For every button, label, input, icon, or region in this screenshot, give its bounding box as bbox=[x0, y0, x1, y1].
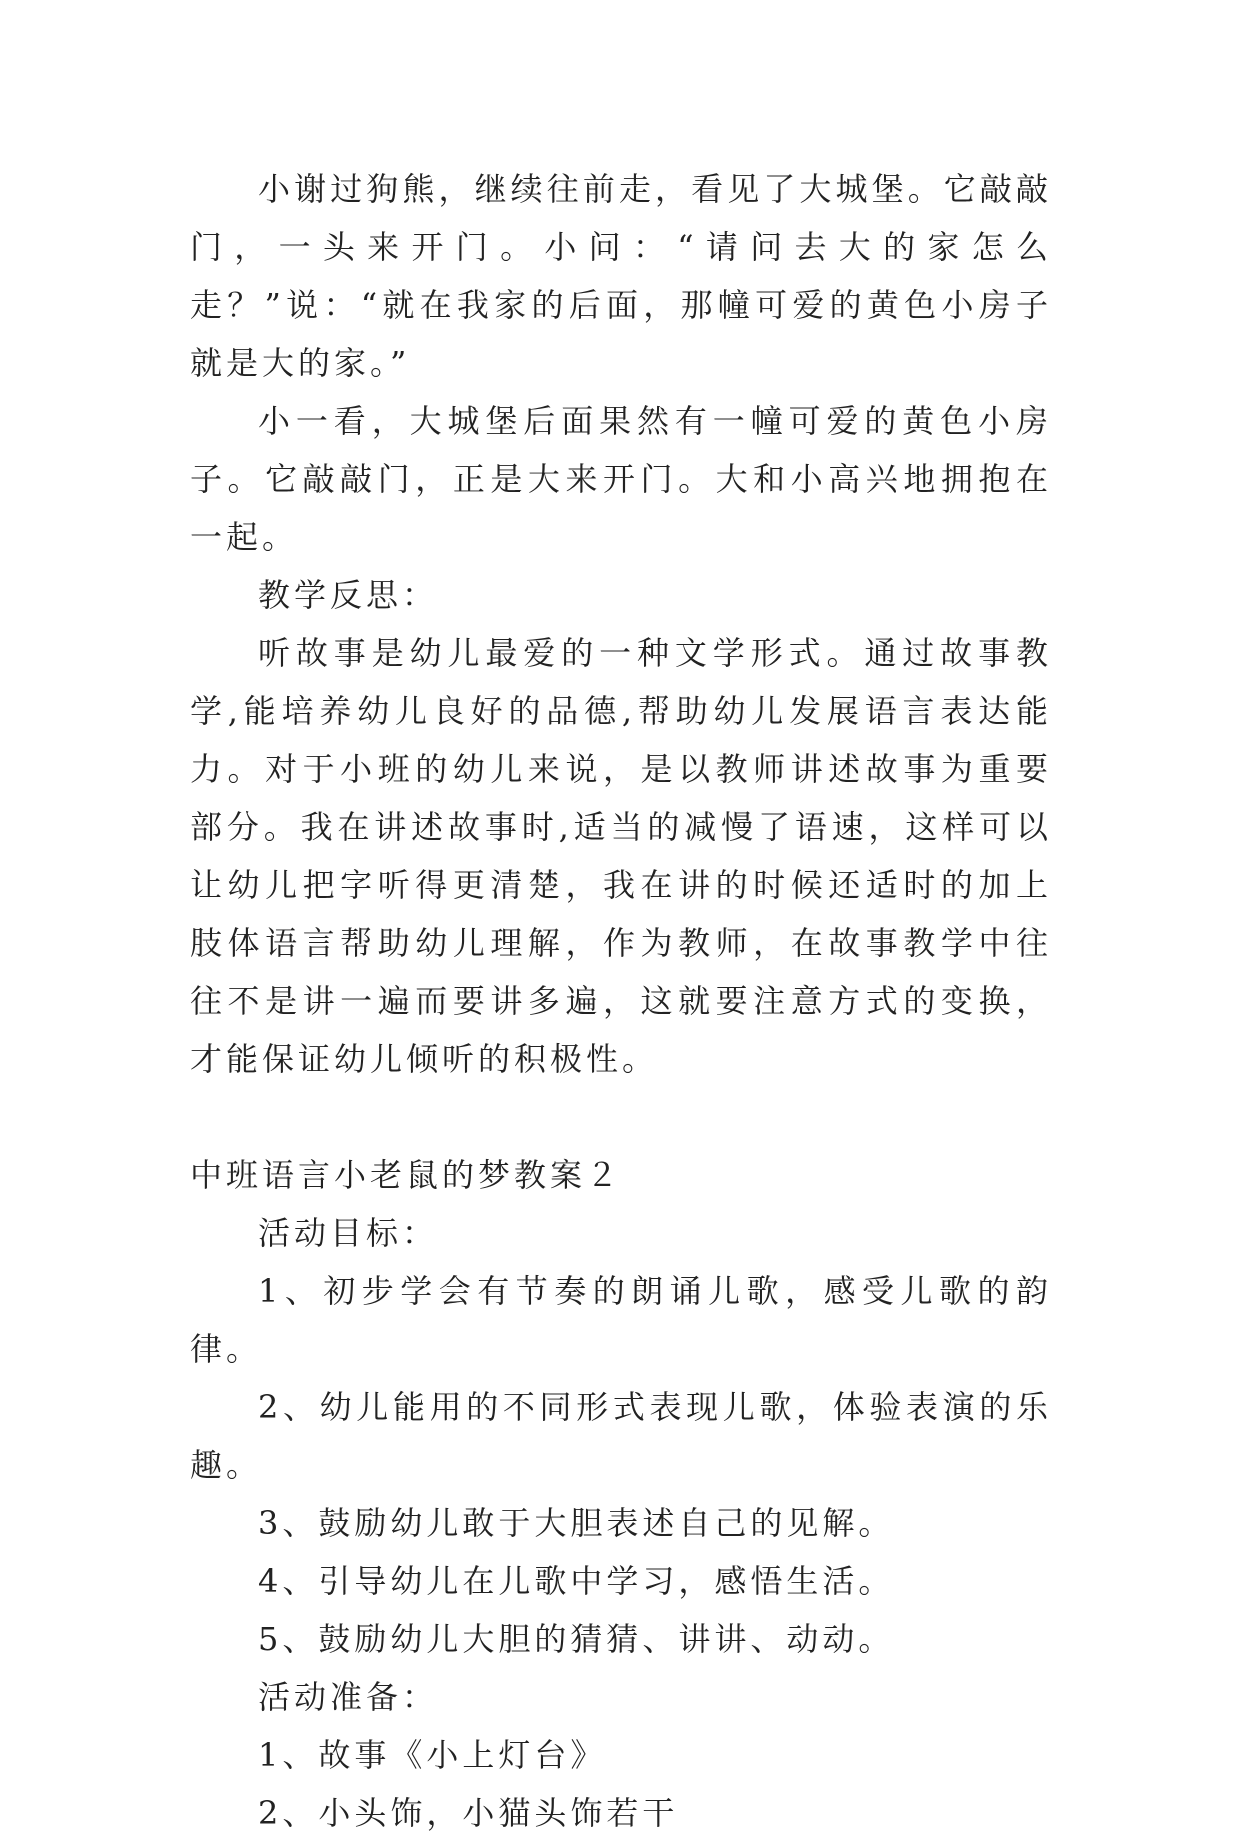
goal-item: 4、引导幼儿在儿歌中学习，感悟生活。 bbox=[258, 1562, 895, 1600]
story-paragraph: 小谢过狗熊，继续往前走，看见了大城堡。它敲敲门，一头来开门。小问：“请问去大的家怎么走？”说：“就在我家的后面，那幢可爱的黄色小房子就是大的家。” bbox=[190, 170, 1052, 382]
document-body bbox=[190, 160, 1052, 1842]
goal-item: 5、鼓励幼儿大胆的猜猜、讲讲、动动。 bbox=[258, 1620, 895, 1658]
preparation-item: 1、故事《小上灯台》 bbox=[258, 1736, 607, 1774]
goal-item: 3、鼓励幼儿敢于大胆表述自己的见解。 bbox=[258, 1504, 895, 1542]
section-title: 中班语言小老鼠的梦教案２ bbox=[190, 1156, 623, 1194]
preparation-heading: 活动准备： bbox=[258, 1678, 439, 1716]
goals-heading: 活动目标： bbox=[258, 1214, 439, 1252]
goal-item: 2、幼儿能用的不同形式表现儿歌，体验表演的乐趣。 bbox=[190, 1388, 1052, 1484]
reflection-heading: 教学反思： bbox=[258, 576, 439, 614]
goal-item: 1、初步学会有节奏的朗诵儿歌，感受儿歌的韵律。 bbox=[190, 1272, 1052, 1368]
story-paragraph: 小一看，大城堡后面果然有一幢可爱的黄色小房子。它敲敲门，正是大来开门。大和小高兴地拥抱在一起。 bbox=[190, 402, 1052, 556]
preparation-item: 2、小头饰，小猫头饰若干 bbox=[258, 1794, 679, 1832]
reflection-paragraph: 听故事是幼儿最爱的一种文学形式。通过故事教学,能培养幼儿良好的品德,帮助幼儿发展语言表达能力。对于小班的幼儿来说，是以教师讲述故事为重要部分。我在讲述故事时,适当的减慢了语速，这样可以让幼儿把字听得更清楚，我在讲的时候还适时的加上肢体语言帮助幼儿理解，作为教师，在故事教学中往往不是讲一遍而要讲多遍，这就要注意方式的变换，才能保证幼儿倾听的积极性。 bbox=[190, 634, 1052, 1078]
